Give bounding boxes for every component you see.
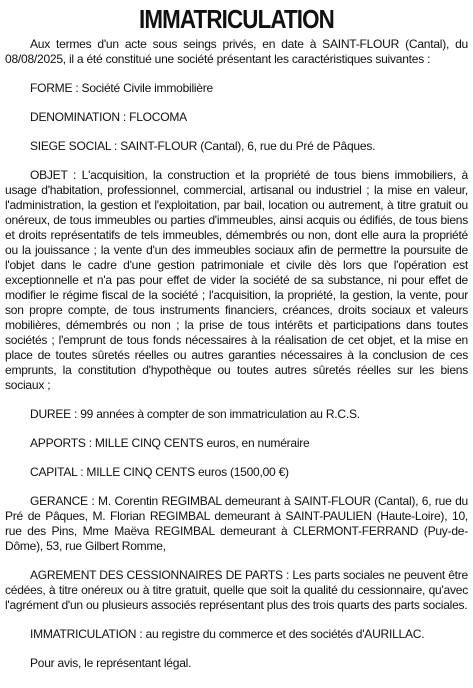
duree-paragraph: DUREE : 99 années à compter de son immatriculation au R.C.S. [30,407,360,421]
signature-paragraph: Pour avis, le représentant légal. [30,656,192,670]
forme-paragraph: FORME : Société Civile immobilière [30,81,213,95]
siege-social-paragraph: SIEGE SOCIAL : SAINT-FLOUR (Cantal), 6, rue du Pré de Pâques. [30,139,376,153]
gerance-paragraph: GERANCE : M. Corentin REGIMBAL demeurant à SAINT-FLOUR (Cantal), 6, rue du Pré de Pâques, M. Florian REGIMBAL demeurant à SAINT-PAULIEN (Haute-Loire), 10, rue des Pins, Mme Maëva REGIMBAL demeurant à CLERMONT-FERRAND (Puy-de-Dôme), 53, rue Gilbert Romme, [5,494,468,553]
capital-paragraph: CAPITAL : MILLE CINQ CENTS euros (1500,00 €) [30,465,289,479]
agrement-paragraph: AGREMENT DES CESSIONNAIRES DE PARTS : Les parts sociales ne peuvent être cédées, à titre onéreux ou à titre gratuit, quelle que soit la qualité du cessionnaire, qu'avec l'agrément d'un ou plusieurs associés représentant plus des trois quarts des parts sociales. [5,568,468,612]
immatriculation-paragraph: IMMATRICULATION : au registre du commerce et des sociétés d'AURILLAC. [30,627,425,641]
apports-paragraph: APPORTS : MILLE CINQ CENTS euros, en numéraire [30,436,310,450]
intro-paragraph: Aux termes d'un acte sous seings privés, en date à SAINT-FLOUR (Cantal), du 08/08/2025, il a été constitué une société présentant les caractéristiques suivantes : [5,37,468,66]
objet-paragraph: OBJET : L'acquisition, la construction et la propriété de tous biens immobiliers, à usage d'habitation, professionnel, commercial, artisanal ou industriel ; la mise en valeur, l'administration, la gestion et l'exploitation, par bail, location ou autrement, à titre gratuit ou onéreux, de tous immeubles ou parties d'immeubles, ainsi acquis ou édifiés, de tous biens et droits représentatifs de tels immeubles, démembrés ou non, dont elle aura la propriété ou la jouissance ; la vente d'un des immeubles sociaux afin de permettre la poursuite de l'objet dans le cadre d'une gestion patrimoniale et civile dès lors que l'opération est exceptionnelle et n'a pas pour effet de vider la société de sa substance, ni pour effet de modifier le régime fiscal de la société ; l'acquisition, la propriété, la gestion, la vente, pour son propre compte, de tous instruments financiers, créances, droits sociaux et valeurs mobilières, démembrés ou non ; la prise de tous intérêts et participations dans toutes sociétés ; l'emprunt de tous fonds nécessaires à la réalisation de cet objet, et la mise en place de toutes sûretés réelles ou autres garanties nécessaires à la conclusion de ces emprunts, la constitution d'hypothèque ou toutes autres sûretés réelles sur les biens sociaux ; [5,168,468,392]
notice-title: IMMATRICULATION [139,4,334,34]
denomination-paragraph: DENOMINATION : FLOCOMA [30,110,187,124]
